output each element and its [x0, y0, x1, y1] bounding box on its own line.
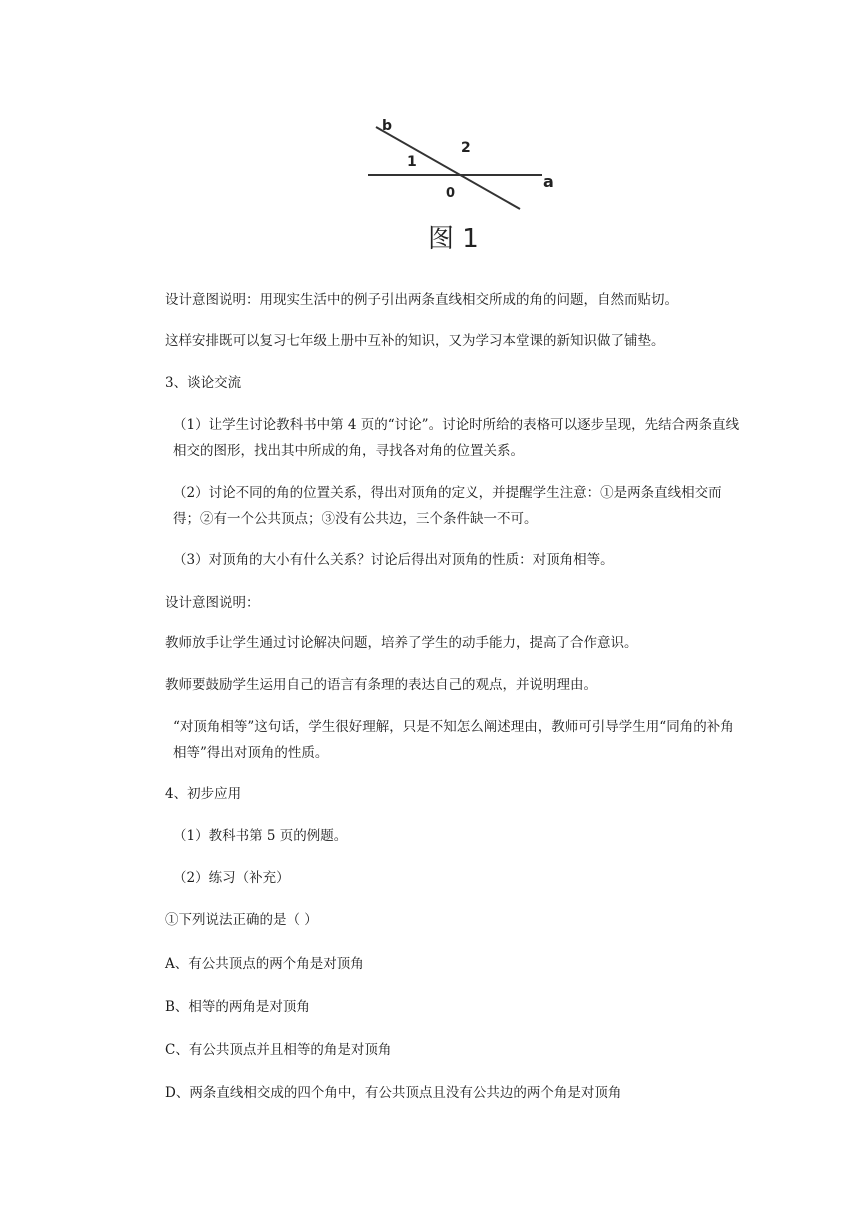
paragraph-application-2: （2）练习（补充）	[173, 870, 290, 886]
paragraph-design-intent-2: 这样安排既可以复习七年级上册中互补的知识，又为学习本堂课的新知识做了铺垫。	[165, 333, 665, 349]
paragraph-discussion-1: （1）让学生讨论教科书中第 4 页的“讨论”。讨论时所给的表格可以逐步呈现，先结合两条直线相交的图形，找出其中所成的角，寻找各对角的位置关系。	[173, 417, 740, 459]
label-vertex: 0	[446, 186, 456, 201]
label-b: b	[382, 118, 393, 134]
section-heading-discussion: 3、谈论交流	[165, 375, 242, 391]
section-heading-application: 4、初步应用	[165, 786, 242, 802]
figure-svg	[360, 110, 560, 260]
label-angle-2: 2	[461, 140, 471, 156]
label-angle-1: 1	[407, 154, 417, 170]
paragraph-design-intent-heading: 设计意图说明：	[165, 595, 260, 611]
figure-caption: 图 1	[428, 224, 479, 254]
option-d: D、两条直线相交成的四个角中，有公共顶点且没有公共边的两个角是对顶角	[165, 1085, 622, 1101]
intersecting-lines-figure	[360, 110, 560, 260]
paragraph-discussion-3: （3）对顶角的大小有什么关系？讨论后得出对顶角的性质：对顶角相等。	[173, 552, 614, 568]
paragraph-application-1: （1）教科书第 5 页的例题。	[173, 828, 348, 844]
option-c: C、有公共顶点并且相等的角是对顶角	[165, 1042, 392, 1058]
paragraph-design-intent-5: “对顶角相等”这句话，学生很好理解，只是不知怎么阐述理由，教师可引导学生用“同角的补角相等”得出对顶角的性质。	[173, 719, 734, 761]
option-b: B、相等的两角是对顶角	[165, 999, 310, 1015]
question-stem: ①下列说法正确的是（ ）	[165, 912, 318, 928]
paragraph-design-intent-3: 教师放手让学生通过讨论解决问题，培养了学生的动手能力，提高了合作意识。	[165, 635, 638, 651]
paragraph-design-intent-1: 设计意图说明：用现实生活中的例子引出两条直线相交所成的角的问题，自然而贴切。	[165, 292, 678, 308]
option-a: A、有公共顶点的两个角是对顶角	[165, 956, 364, 972]
label-a: a	[543, 172, 554, 191]
paragraph-discussion-2: （2）讨论不同的角的位置关系，得出对顶角的定义，并提醒学生注意：①是两条直线相交而得；②有一个公共顶点；③没有公共边，三个条件缺一不可。	[173, 485, 722, 527]
paragraph-design-intent-4: 教师要鼓励学生运用自己的语言有条理的表达自己的观点，并说明理由。	[165, 677, 597, 693]
